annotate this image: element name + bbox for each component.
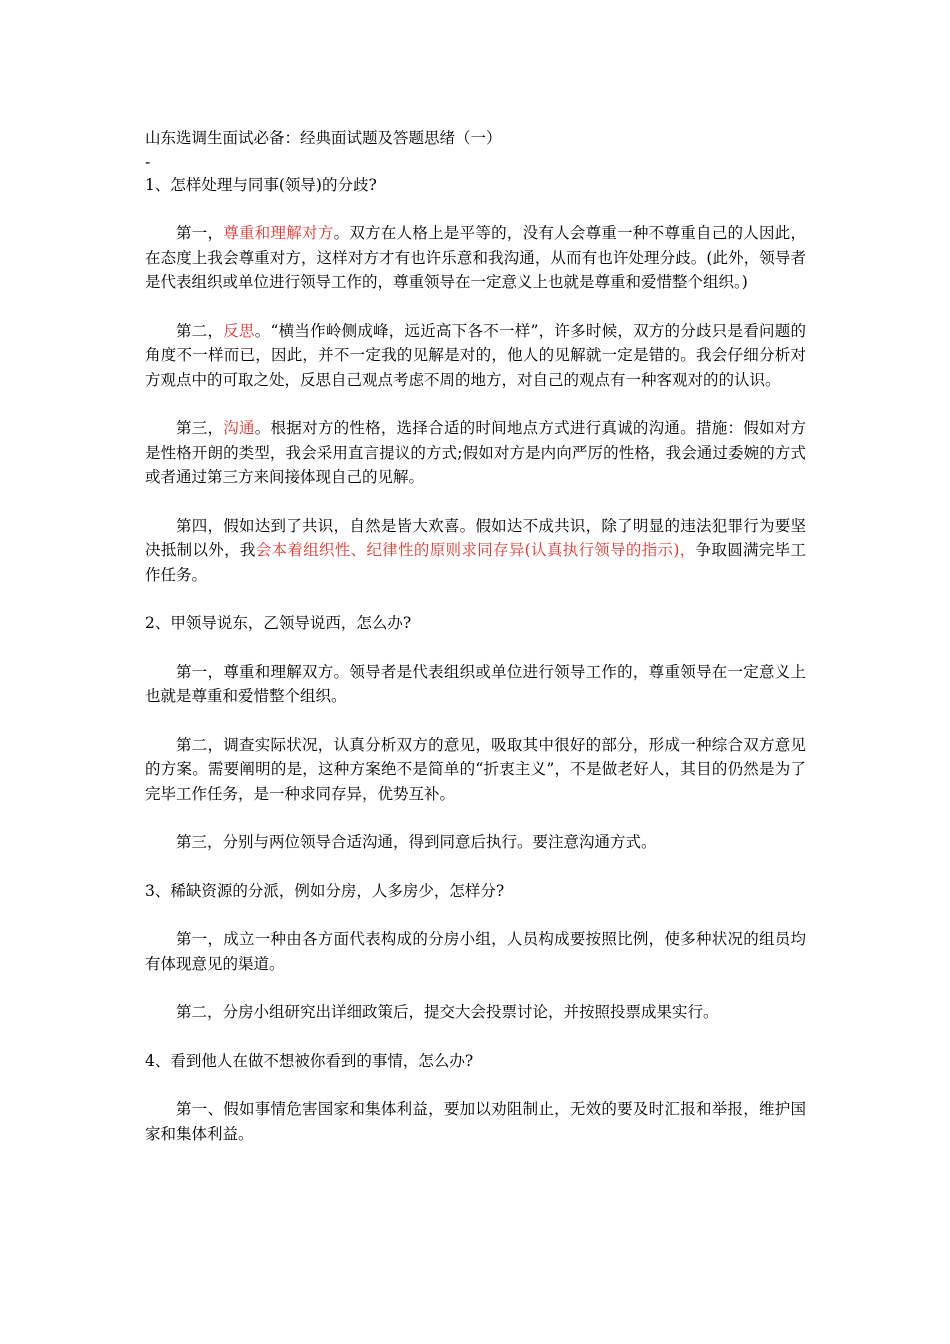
answer-text: 第二， (176, 321, 224, 340)
answer-paragraph (145, 514, 806, 588)
highlighted-keyword: 沟通 (223, 419, 255, 437)
answer-paragraph (145, 319, 806, 393)
answer-text: 。双方在人格上是平等的，没有人会尊重一种不尊重自己的人因此，在态度上我会尊重对方，这样对方才有也许乐意和我沟通，从而有也许处理分歧。(此外，领导者是代表组织或单位进行领导工作的，尊重领导在一定意义上也就是尊重和爱惜整个组织。) (145, 224, 806, 291)
answer-paragraph: 第三，分别与两位领导合适沟通，得到同意后执行。要注意沟通方式。 (176, 833, 657, 851)
question-heading: 3、稀缺资源的分派，例如分房，人多房少，怎样分? (145, 881, 505, 900)
answer-paragraph (145, 416, 806, 490)
answer-paragraph: 第一，成立一种由各方面代表构成的分房小组，人员构成要按照比例，使多种状况的组员均有体现意见的渠道。 (145, 930, 806, 973)
answer-text: 第四，假如达到了共识，自然是皆大欢喜。假如达不成共识，除了明显的违法犯罪行为要坚决抵制以外，我 (145, 516, 806, 559)
answer-paragraph: 第二，分房小组研究出详细政策后，提交大会投票讨论，并按照投票成果实行。 (176, 1003, 719, 1021)
answer-text: 第三， (176, 419, 224, 437)
answer-paragraph: 第一，尊重和理解双方。领导者是代表组织或单位进行领导工作的，尊重领导在一定意义上也就是尊重和爱惜整个组织。 (145, 662, 806, 705)
question-heading: 1、怎样处理与同事(领导)的分歧? (145, 175, 377, 194)
answer-text: 。“横当作岭侧成峰，远近高下各不一样”，许多时候，双方的分歧只是看问题的角度不一样而已，因此，并不一定我的见解是对的，他人的见解就一定是错的。我会仔细分析对方观点中的可取之处，反思自己观点考虑不周的地方，对自己的观点有一种客观对的的认识。 (145, 321, 806, 389)
document-body (145, 126, 806, 1146)
highlighted-keyword: 会本着组织性、纪律性的原则求同存异(认真执行领导的指示)， (255, 541, 696, 559)
answer-text: 。根据对方的性格，选择合适的时间地点方式进行真诚的沟通。措施：假如对方是性格开朗的类型，我会采用直言提议的方式;假如对方是内向严厉的性格，我会通过委婉的方式或者通过第三方来间接体现自己的见解。 (145, 419, 806, 486)
answer-paragraph (145, 221, 806, 295)
question-heading: 2、甲领导说东，乙领导说西，怎么办? (145, 614, 412, 632)
answer-paragraph: 第二，调查实际状况，认真分析双方的意见，吸取其中很好的部分，形成一种综合双方意见的方案。需要阐明的是，这种方案绝不是简单的“折衷主义”，不是做老好人，其目的仍然是为了完毕工作任务，是一种求同存异，优势互补。 (145, 735, 806, 803)
question-heading: 4、看到他人在做不想被你看到的事情，怎么办? (145, 1051, 474, 1070)
answer-text: 第一， (176, 224, 224, 242)
separator-line: - (145, 152, 151, 171)
answer-paragraph: 第一、假如事情危害国家和集体利益，要加以劝阻制止，无效的要及时汇报和举报，维护国家和集体利益。 (145, 1100, 806, 1143)
highlighted-keyword: 反思 (223, 321, 255, 340)
highlighted-keyword: 尊重和理解对方 (223, 224, 334, 242)
document-title: 山东选调生面试必备：经典面试题及答题思绪（一） (145, 129, 502, 147)
answer-text: 争取圆满完毕工作任务。 (145, 541, 806, 584)
